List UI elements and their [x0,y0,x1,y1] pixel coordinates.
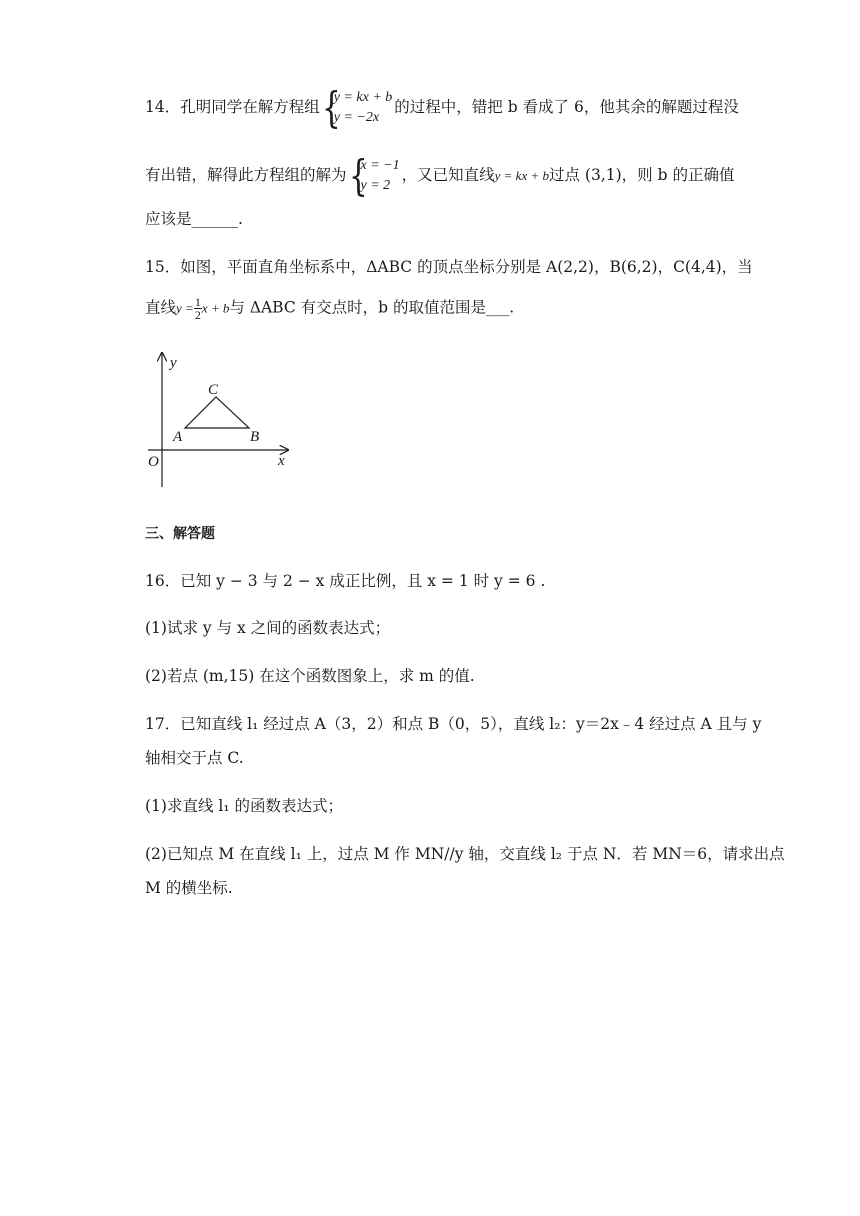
q15-text-1: 直线 [145,298,177,317]
q17-part-1: (1)求直线 l₁ 的函数表达式； [145,797,343,815]
q17-part-2-line-1: (2)已知点 M 在直线 l₁ 上，过点 M 作 MN//y 轴，交直线 l₂ 于点 N．若 MN＝6，请求出点 [145,845,785,863]
q14-text-3: 有出错，解得此方程组的解为 [145,166,347,184]
q17-line-2: 轴相交于点 C. [145,749,244,767]
q17-line-1: 17．已知直线 l₁ 经过点 A（3，2）和点 B（0，5），直线 l₂：y＝2x﹣4 经过点 A 且与 y [145,715,762,733]
label-b: B [250,429,260,445]
brace-icon: { [348,151,368,200]
q15-line-1: 15．如图，平面直角坐标系中，ΔABC 的顶点坐标分别是 A(2,2)，B(6,2)，C(4,4)，当 [145,258,753,276]
q14-line-3: 应该是______. [145,210,243,228]
fraction-denominator: 2 [194,308,201,322]
q15-eq-right: x + b [201,300,230,316]
q14-line-1 [145,83,739,132]
q16-part-1: (1)试求 y 与 x 之间的函数表达式； [145,619,391,637]
q14-text-4: ，又已知直线 [401,166,495,184]
q15-line-2 [145,296,514,321]
q14-solution-row-1: x = −1 [360,158,400,173]
q14-text-5: 过点 (3,1)，则 b 的正确值 [549,166,735,184]
q14-system-row-1: y = kx + b [333,90,393,105]
q15-fraction [194,296,202,321]
q15-coordinate-figure [140,345,300,495]
fraction-numerator: 1 [194,295,201,309]
q14-solution-system [348,151,400,200]
q14-solution-row-2: y = 2 [360,178,391,193]
section-heading: 三、解答题 [145,526,215,542]
q14-text-2: 的过程中，错把 b 看成了 6，他其余的解题过程没 [394,98,739,116]
q14-line-equation: y = kx + b [494,168,549,183]
brace-icon: { [321,83,341,132]
label-x: x [278,453,285,469]
q15-text-2: 与 ΔABC 有交点时，b 的取值范围是___. [229,298,515,317]
q14-text-1: 14．孔明同学在解方程组 [145,98,320,116]
q16-part-2: (2)若点 (m,15) 在这个函数图象上，求 m 的值. [145,667,475,685]
q16-line-1: 16．已知 y − 3 与 2 − x 成正比例，且 x = 1 时 y = 6 . [145,572,546,590]
label-y: y [170,355,177,371]
q14-line-2 [145,151,735,200]
triangle-abc [185,397,249,428]
q17-part-2-line-2: M 的横坐标. [145,879,233,897]
q14-system-row-2: y = −2x [333,110,380,125]
label-a: A [173,429,183,445]
label-c: C [208,382,219,398]
label-origin: O [148,454,159,470]
q15-eq-left: y = [176,300,194,316]
q14-equation-system [321,83,393,132]
